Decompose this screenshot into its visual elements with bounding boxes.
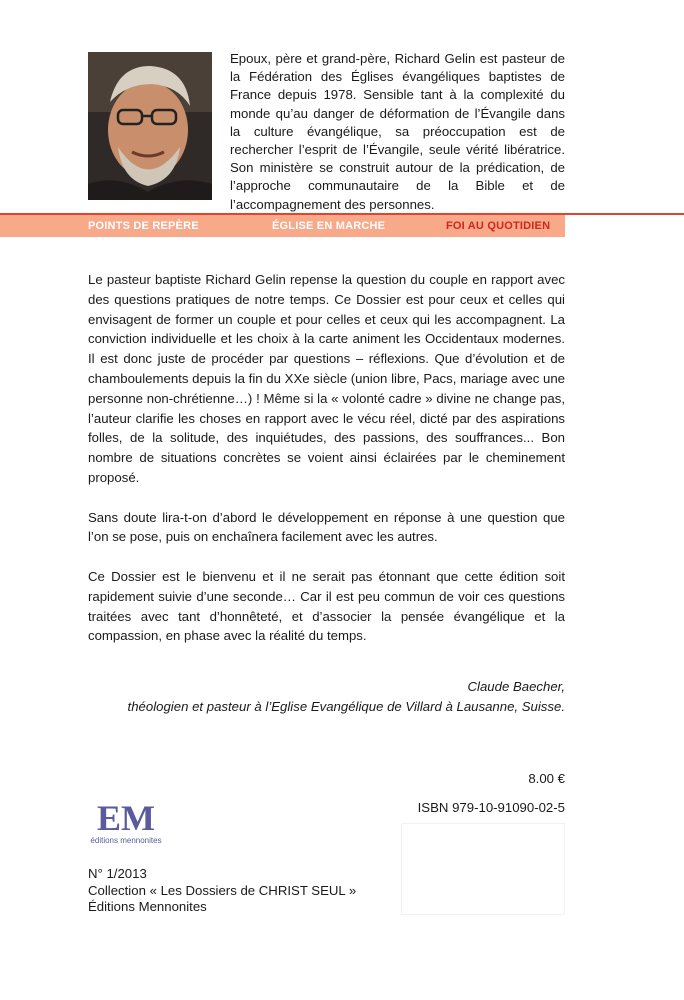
collection-name: Collection « Les Dossiers de CHRIST SEUL »: [88, 882, 357, 898]
signature-name: Claude Baecher,: [467, 679, 565, 694]
logo-caption: éditions mennonites: [90, 836, 162, 845]
band-item-points-de-repere: POINTS DE REPÈRE: [88, 220, 199, 232]
back-cover-text: [88, 270, 565, 666]
isbn: ISBN 979-10-91090-02-5: [417, 800, 565, 815]
band-item-foi-au-quotidien: FOI AU QUOTIDIEN: [446, 220, 551, 232]
band-item-eglise-en-marche: ÉGLISE EN MARCHE: [272, 220, 386, 232]
author-photo: [88, 52, 212, 200]
signature: [128, 677, 565, 717]
paragraph-1: Le pasteur baptiste Richard Gelin repense la question du couple en rapport avec des questions pratiques de notre temps. Ce Dossier est pour ceux et celles qui envisagent de former un couple et pour celles et ceux qui les accompagnent. La conviction individuelle et les choix à la carte animent les Occidentaux modernes. Il est donc juste de procéder par questions – réflexions. Que d’évolution et de chamboulements depuis la fin du XXe siècle (union libre, Pacs, mariage avec une personne non-chrétienne…) ! Même si la « volonté cadre » divine ne change pas, l’auteur clarifie les choses en rapport avec le vécu réel, dicté par des aspirations folles, de la solitude, des inquiétudes, des passions, des souffrances... Bon nombre de situations concrètes se voient ainsi éclairées par le cheminement proposé.: [88, 272, 565, 485]
paragraph-2: Sans doute lira-t-on d’abord le développement en réponse à une question que l’on se pose, puis on enchaînera facilement avec les autres.: [88, 509, 565, 545]
author-bio: Epoux, père et grand-père, Richard Gelin est pasteur de la Fédération des Églises évangéliques baptistes de France depuis 1978. Sensible tant à la complexité du monde qu’au danger de déformation de l’Évangile dans la culture évangélique, sa préoccupation est de rechercher l’esprit de l’Évangile, seule vérité libératrice. Son ministère se construit autour de la prédication, de l’approche communautaire de la Bible et de l’accompagnement des personnes.: [230, 51, 565, 212]
publisher-name: Éditions Mennonites: [88, 899, 207, 914]
footer-info: [88, 866, 356, 916]
logo-letters: EM: [97, 800, 155, 838]
signature-title: théologien et pasteur à l’Eglise Evangélique de Villard à Lausanne, Suisse.: [127, 699, 565, 714]
issue-number: N° 1/2013: [88, 866, 147, 881]
publisher-logo: [88, 800, 164, 846]
paragraph-3: Ce Dossier est le bienvenu et il ne serait pas étonnant que cette édition soit rapidement suivie d’une seconde… Car il est peu commun de voir ces questions traitées avec tant d’honnêteté, et d’associer la pensée évangélique et la compassion, en phase avec la réalité du temps.: [88, 568, 565, 644]
barcode-area: [401, 823, 565, 915]
series-band: [0, 215, 565, 237]
price: 8.00 €: [528, 771, 565, 786]
